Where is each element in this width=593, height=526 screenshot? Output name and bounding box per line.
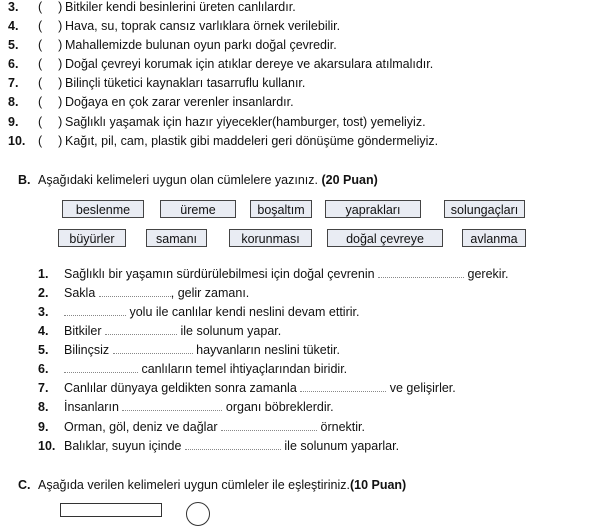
sentence: Sakla , gelir zamanı. — [64, 286, 250, 300]
word-bank-item: solungaçları — [444, 200, 525, 218]
word-bank-item: korunması — [229, 229, 312, 247]
sentence: canlıların temel ihtiyaçlarından biridir. — [64, 360, 347, 378]
item-number: 1. — [38, 267, 49, 281]
answer-blank[interactable] — [300, 379, 386, 392]
list-item — [8, 132, 588, 150]
list-item — [0, 398, 590, 416]
list-item — [0, 418, 590, 436]
list-item — [0, 437, 590, 455]
sentence: Canlılar dünyaya geldikten sonra zamanla ve gelişirler. — [64, 381, 456, 395]
matching-word-box[interactable] — [60, 503, 162, 517]
list-item — [8, 113, 588, 131]
answer-blank[interactable]: ( ) — [38, 76, 63, 90]
answer-blank[interactable] — [221, 418, 317, 431]
item-number: 4. — [8, 19, 19, 33]
sentence: Balıklar, suyun içinde ile solunum yaparlar. — [64, 439, 400, 453]
item-number: 7. — [8, 76, 19, 90]
statement-text: Mahallemizde bulunan oyun parkı doğal çevredir. — [65, 38, 337, 52]
word-bank-item: üreme — [160, 200, 236, 218]
list-item — [0, 322, 590, 340]
word-bank-item: büyürler — [58, 229, 126, 247]
list-item — [8, 93, 588, 111]
section-b-header — [0, 171, 590, 189]
statement-text: Doğal çevreyi korumak için atıklar dereye ve akarsulara atılmalıdır. — [65, 57, 434, 71]
list-item — [0, 360, 590, 378]
section-letter: C. — [18, 478, 31, 492]
answer-blank[interactable] — [105, 322, 177, 335]
sentence: Sağlıklı bir yaşamın sürdürülebilmesi için doğal çevrenin gerekir. — [64, 267, 509, 281]
section-instruction: Aşağıdaki kelimeleri uygun olan cümlelere yazınız. (20 Puan) — [38, 173, 378, 187]
statement-text: Doğaya en çok zarar verenler insanlardır. — [65, 95, 294, 109]
statement-text: Sağlıklı yaşamak için hazır yiyecekler(hamburger, tost) yemeliyiz. — [65, 115, 426, 129]
item-number: 9. — [8, 115, 19, 129]
sentence: Bitkiler ile solunum yapar. — [64, 324, 282, 338]
item-number: 3. — [8, 0, 19, 14]
item-number: 3. — [38, 305, 49, 319]
sentence: İnsanların organı böbreklerdir. — [64, 400, 334, 414]
list-item — [0, 303, 590, 321]
answer-blank[interactable]: ( ) — [38, 134, 63, 148]
section-instruction: Aşağıda verilen kelimeleri uygun cümleler ile eşleştiriniz.(10 Puan) — [38, 478, 407, 492]
list-item — [0, 341, 590, 359]
answer-blank[interactable] — [185, 437, 281, 450]
answer-blank[interactable] — [122, 398, 222, 411]
statement-text: Kağıt, pil, cam, plastik gibi maddeleri geri dönüşüme göndermeliyiz. — [65, 134, 439, 148]
answer-blank[interactable] — [113, 341, 193, 354]
item-number: 9. — [38, 420, 49, 434]
list-item — [8, 17, 588, 35]
sentence: yolu ile canlılar kendi neslini devam ettirir. — [64, 303, 359, 321]
statement-text: Bilinçli tüketici kaynakları tasarruflu kullanır. — [65, 76, 306, 90]
answer-blank[interactable]: ( ) — [38, 0, 63, 14]
item-number: 8. — [8, 95, 19, 109]
item-number: 8. — [38, 400, 49, 414]
matching-circle[interactable] — [186, 502, 210, 526]
statement-text: Hava, su, toprak cansız varlıklara örnek verilebilir. — [65, 19, 341, 33]
item-number: 10. — [38, 439, 56, 453]
word-bank-item: boşaltım — [250, 200, 312, 218]
list-item — [0, 379, 590, 397]
list-item — [8, 55, 588, 73]
answer-blank[interactable] — [99, 284, 171, 297]
answer-blank[interactable] — [64, 303, 126, 316]
answer-blank[interactable]: ( ) — [38, 115, 63, 129]
item-number: 6. — [8, 57, 19, 71]
word-bank-item: avlanma — [462, 229, 526, 247]
statement-text: Bitkiler kendi besinlerini üreten canlılardır. — [65, 0, 296, 14]
item-number: 5. — [38, 343, 49, 357]
word-bank-item: samanı — [146, 229, 207, 247]
answer-blank[interactable]: ( ) — [38, 57, 63, 71]
item-number: 2. — [38, 286, 49, 300]
answer-blank[interactable] — [64, 360, 138, 373]
item-number: 4. — [38, 324, 49, 338]
answer-blank[interactable]: ( ) — [38, 38, 63, 52]
item-number: 5. — [8, 38, 19, 52]
item-number: 10. — [8, 134, 26, 148]
answer-blank[interactable]: ( ) — [38, 19, 63, 33]
section-c-header — [0, 476, 590, 494]
section-points: (10 Puan) — [349, 478, 407, 492]
answer-blank[interactable] — [378, 265, 464, 278]
sentence: Bilinçsiz hayvanların neslini tüketir. — [64, 343, 340, 357]
list-item — [8, 74, 588, 92]
word-bank-item: yaprakları — [325, 200, 421, 218]
word-bank-item: beslenme — [62, 200, 144, 218]
word-bank-item: doğal çevreye — [327, 229, 443, 247]
item-number: 7. — [38, 381, 49, 395]
list-item — [8, 0, 588, 16]
sentence: Orman, göl, deniz ve dağlar örnektir. — [64, 420, 365, 434]
list-item — [0, 284, 590, 302]
list-item — [8, 36, 588, 54]
section-letter: B. — [18, 173, 31, 187]
section-points: (20 Puan) — [321, 173, 378, 187]
list-item — [0, 265, 590, 283]
answer-blank[interactable]: ( ) — [38, 95, 63, 109]
item-number: 6. — [38, 362, 49, 376]
